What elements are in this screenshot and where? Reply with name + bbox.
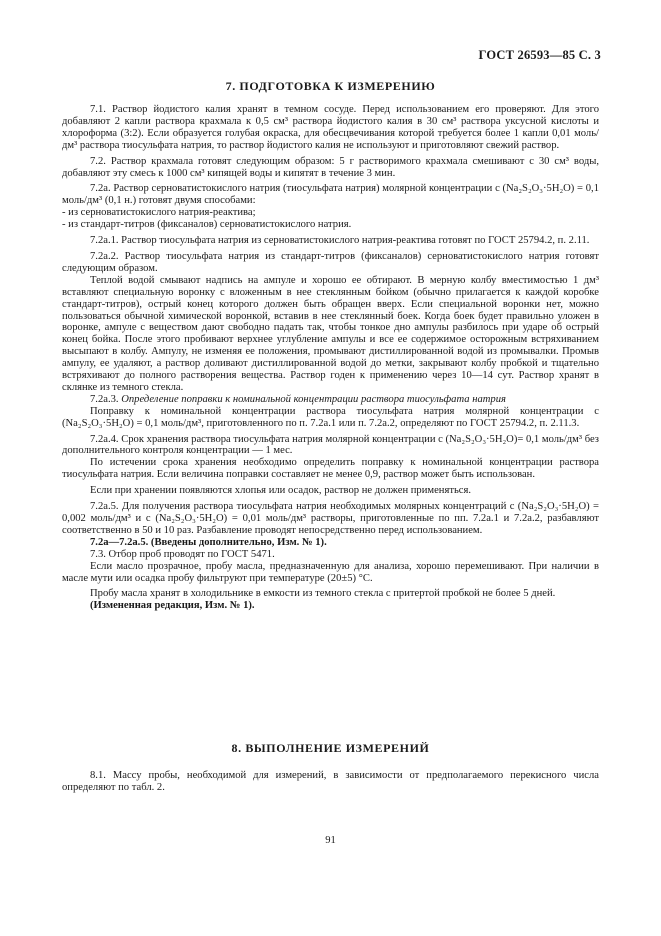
paragraph-ampoule-procedure: Теплой водой смывают надпись на ампуле и хорошо ее обтирают. В мерную колбу вместимостью 1 дм³ вставляют специальную воронку с вложенным в нее стеклянным бойком (обычно прилагается к каждой коробке стандарт-титров), острый конец которого должен быть обращен вверх. Если специальной воронки нет, можно пользоваться обычной химической воронкой, вставив в нее стеклянный боек. Когда боек будет правильно уложен в воронке, ампуле с веществом дают свободно падать так, чтобы тонкое дно ампулы разбилось при ударе об острый конец бойка. После этого пробивают верхнее углубление ампулы и все ее содержимое осторожным встряхиванием высыпают в колбу. Ампулу, не изменяя ее положения, промывают дистиллированной водой из промывалки. Промыв ампулу, ее удаляют, а раствор доливают дистиллированной водой до метки, закрывают колбу пробкой и тщательно встряхивают до полного растворения вещества. Раствор годен к применению через 10—14 сут. Раствор хранят в склянке из темного стекла.: [62, 274, 599, 393]
amendment-note-added: 7.2а—7.2а.5. (Введены дополнительно, Изм. № 1).: [90, 536, 327, 548]
paragraph-7-2a-5: 7.2а.5. Для получения раствора тиосульфата натрия необходимых молярных концентраций c (Na₂S₂O₃·5H₂O) = 0,002 моль/дм³ и c (Na₂S₂O₃·5H₂O) = 0,01 моль/дм³ растворы, приготовленные по пп. 7.2а.1 и 7.2а.2, разбавляют соответственно в 50 и 10 раз. Разбавление проводят непосредственно перед использованием.: [62, 501, 599, 536]
section-8-title: 8. ВЫПОЛНЕНИЕ ИЗМЕРЕНИЙ: [231, 741, 430, 755]
paragraph-7-2a-3: [62, 394, 599, 406]
section-8-body: [62, 770, 599, 794]
section-7-body: [62, 104, 599, 612]
clause-italic-title: Определение поправки к номинальной концентрации раствора тиосульфата натрия: [121, 393, 506, 405]
paragraph-7-3: 7.3. Отбор проб проводят по ГОСТ 5471.: [90, 548, 275, 560]
page-number: 91: [325, 835, 336, 846]
paragraph-7-2a: 7.2а. Раствор серноватистокислого натрия (тиосульфата натрия) молярной концентрации c (Na₂S₂O₃·5H₂O) = 0,1 моль/дм³ (0,1 н.) готовят двумя способами:: [62, 183, 599, 207]
running-header: ГОСТ 26593—85 С. 3: [478, 48, 601, 62]
paragraph-7-2: 7.2. Раствор крахмала готовят следующим образом: 5 г растворимого крахмала смешивают с 30 см³ воды, добавляют эту смесь к 1000 см³ кипящей воды и кипятят в течение 3 мин.: [62, 155, 599, 179]
paragraph-storage: Пробу масла хранят в холодильнике в емкости из темного стекла с притертой пробкой не более 5 дней.: [90, 588, 556, 600]
paragraph-clear-oil: Если масло прозрачное, пробу масла, предназначенную для анализа, хорошо перемешивают. При наличии в масле мути или осадка пробу фильтруют при температуре (20±5) °С.: [62, 560, 599, 584]
paragraph-expiry: По истечении срока хранения необходимо определить поправку к номинальной концентрации раствора тиосульфата натрия. Если величина поправки составляет не менее 0,9, раствор может быть использован.: [62, 457, 599, 481]
paragraph-correction: Поправку к номинальной концентрации раствора тиосульфата натрия молярной концентрации c (Na₂S₂O₃·5H₂O) = 0,1 моль/дм³, приготовленного по п. 7.2а.1 или п. 7.2а.2, определяют по ГОСТ 25794.2, п. 2.11.3.: [62, 405, 599, 429]
list-item-reagent: - из серноватистокислого натрия-реактива;: [62, 207, 256, 219]
amendment-note-changed: (Измененная редакция, Изм. № 1).: [90, 600, 255, 612]
paragraph-7-2a-4: 7.2а.4. Срок хранения раствора тиосульфата натрия молярной концентрации c (Na₂S₂O₃·5H₂O)= 0,1 моль/дм³ без дополнительного контроля концентрации — 1 мес.: [62, 433, 599, 457]
clause-number: 7.2а.3.: [90, 393, 119, 405]
paragraph-8-1: 8.1. Массу пробы, необходимой для измерений, в зависимости от предполагаемого перекисного числа определяют по табл. 2.: [62, 770, 599, 793]
paragraph-flakes: Если при хранении появляются хлопья или осадок, раствор не должен применяться.: [90, 485, 472, 497]
paragraph-7-2a-1: 7.2а.1. Раствор тиосульфата натрия из серноватистокислого натрия-реактива готовят по ГОСТ 25794.2, п. 2.11.: [90, 235, 590, 247]
paragraph-7-1: 7.1. Раствор йодистого калия хранят в темном сосуде. Перед использованием его проверяют. Для этого добавляют 2 капли раствора крахмала к 0,5 см³ раствора йодистого калия в 30 см³ раствора уксусной кислоты и хлороформа (3:2). Если образуется голубая окраска, для обесцвечивания которой требуется более 1 капли 0,01 моль/дм³ раствора тиосульфата натрия, то раствор йодистого калия не используют и приготовляют свежий раствор.: [62, 104, 599, 151]
paragraph-7-2a-2: 7.2а.2. Раствор тиосульфата натрия из стандарт-титров (фиксаналов) серноватистокислого натрия готовят следующим образом.: [62, 250, 599, 274]
list-item-fixanal: - из стандарт-титров (фиксаналов) серноватистокислого натрия.: [62, 219, 352, 231]
section-7-title: 7. ПОДГОТОВКА К ИЗМЕРЕНИЮ: [225, 79, 436, 93]
